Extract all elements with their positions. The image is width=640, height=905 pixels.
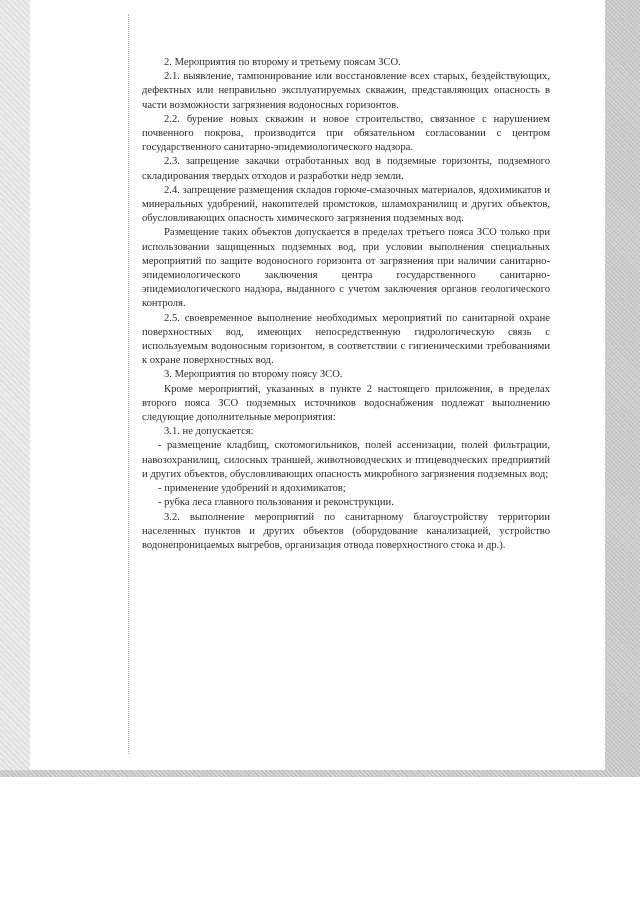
section-2-heading: 2. Мероприятия по второму и третьему поясам ЗСО. — [164, 57, 401, 68]
scan-right-border — [605, 0, 640, 770]
paragraph-placement: Размещение таких объектов допускается в пределах третьего пояса ЗСО только при использовании защищенных подземных вод, при условии выполнения специальных мероприятий по защите водоносного горизонта от загрязнения при наличии санитарно-эпидемиологического заключения центра государственного санитарно-эпидемиологического надзора, выданного с учетом заключения органов геологического контроля. — [142, 227, 550, 310]
document-text — [142, 56, 550, 553]
paragraph-2-1: 2.1. выявление, тампонирование или восстановление всех старых, бездействующих, дефектных или неправильно эксплуатируемых скважин, представляющих опасность в части возможности загрязнения водоносных горизонтов. — [142, 71, 550, 111]
list-item-fertilizers: - применение удобрений и ядохимикатов; — [158, 483, 346, 495]
scan-bottom-border — [0, 770, 640, 777]
section-3-heading: 3. Мероприятия по второму поясу ЗСО. — [164, 369, 343, 381]
paragraph-2-2: 2.2. бурение новых скважин и новое строительство, связанное с нарушением почвенного покрова, производится при обязательном согласовании с центром государственного санитарно-эпидемиологического надзора. — [142, 113, 550, 154]
paragraph-3-2: 3.2. выполнение мероприятий по санитарному благоустройству территории населенных пунктов и других объектов (оборудование канализацией, устройство водонепроницаемых выгребов, организация отвода поверхностного стока и др.). — [142, 511, 550, 551]
paragraph-2-5: 2.5. своевременное выполнение необходимых мероприятий по санитарной охране поверхностных вод, имеющих непосредственную гидрологическую связь с используемым водоносным горизонтом, в соответствии с гигиеническими требованиями к охране поверхностных вод. — [142, 312, 550, 367]
scan-left-border — [0, 0, 30, 770]
list-item-placement: - размещение кладбищ, скотомогильников, полей ассенизации, полей фильтрации, навозохранилищ, силосных траншей, животноводческих и птицеводческих предприятий и других объектов, обусловливающих опасность микробного загрязнения подземных вод; — [142, 440, 550, 480]
paragraph-2-4: 2.4. запрещение размещения складов горюче-смазочных материалов, ядохимикатов и минеральных удобрений, накопителей промстоков, шламохранилищ и других объектов, обусловливающих опасность химического загрязнения подземных вод. — [142, 184, 550, 225]
paragraph-3-1: 3.1. не допускается: — [164, 426, 254, 438]
margin-guide-line — [128, 14, 129, 754]
paragraph-2-3: 2.3. запрещение закачки отработанных вод в подземные горизонты, подземного складирования твердых отходов и разработки недр земли. — [142, 156, 550, 182]
list-item-logging: - рубка леса главного пользования и реконструкции. — [158, 497, 394, 509]
scan-bottom-area — [0, 770, 640, 905]
paragraph-besides: Кроме мероприятий, указанных в пункте 2 настоящего приложения, в пределах второго пояса ЗСО подземных источников водоснабжения подлежат выполнению следующие дополнительные мероприятия: — [142, 383, 550, 424]
